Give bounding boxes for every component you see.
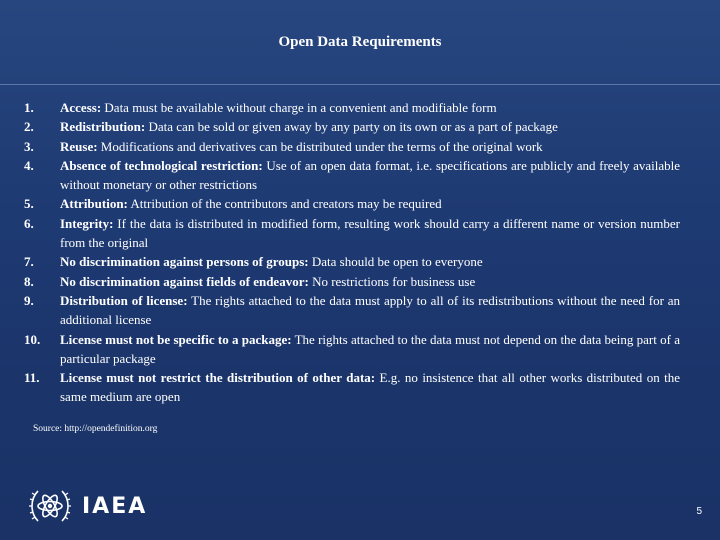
item-text: The rights attached to the data must not depend on the data being part of a particular package — [60, 331, 680, 366]
item-term: Reuse: — [60, 138, 98, 154]
item-number: 1. — [24, 100, 34, 115]
list-item — [24, 194, 680, 213]
item-term: Attribution: — [60, 196, 128, 212]
item-number: 9. — [24, 292, 34, 308]
list-item — [24, 98, 680, 117]
iaea-logo-text: IAEA — [82, 493, 148, 519]
source-note: Source: http://opendefinition.org — [33, 424, 158, 434]
requirements-list — [24, 98, 680, 407]
page-number: 5 — [696, 506, 702, 517]
item-text: Data should be open to everyone — [308, 254, 483, 270]
iaea-atom-emblem-icon — [28, 483, 72, 529]
item-term: Integrity: — [60, 215, 114, 231]
item-text: E.g. no insistence that all other works distributed on the same medium are open — [60, 370, 681, 405]
item-term: No discrimination against fields of endeavor: — [60, 273, 309, 289]
item-term: License must not restrict the distribution of other data: — [60, 370, 376, 386]
list-item — [24, 214, 680, 253]
item-term: Redistribution: — [60, 119, 146, 135]
list-item — [24, 330, 680, 369]
item-number: 2. — [24, 119, 34, 135]
item-number: 5. — [24, 196, 34, 212]
item-text: Modifications and derivatives can be distributed under the terms of the original work — [97, 138, 543, 154]
item-text: The rights attached to the data must apply to all of its redistributions without the need for an additional license — [60, 292, 680, 328]
item-text: Attribution of the contributors and creators may be required — [127, 196, 442, 212]
item-number: 4. — [24, 157, 34, 173]
list-item — [24, 156, 680, 195]
item-text: Data can be sold or given away by any party on its own or as a part of package — [145, 119, 558, 135]
item-term: Absence of technological restriction: — [60, 157, 263, 173]
list-item — [24, 252, 680, 271]
item-term: Distribution of license: — [60, 292, 188, 308]
item-number: 11. — [24, 370, 40, 386]
item-number: 3. — [24, 138, 34, 154]
item-number: 7. — [24, 254, 34, 270]
item-text: If the data is distributed in modified form, resulting work should carry a different name or version number from the original — [60, 215, 680, 251]
list-item — [24, 368, 680, 407]
item-text: Use of an open data format, i.e. specifications are publicly and freely available without monetary or other restrictions — [60, 157, 681, 193]
slide-title: Open Data Requirements — [278, 34, 442, 50]
item-term: No discrimination against persons of groups: — [60, 254, 309, 270]
list-item — [24, 272, 680, 291]
item-term: Access: — [60, 100, 102, 115]
item-number: 8. — [24, 273, 34, 289]
item-text: No restrictions for business use — [308, 273, 476, 289]
item-term: License must not be specific to a package: — [60, 331, 292, 347]
list-item — [24, 117, 680, 136]
list-item — [24, 137, 680, 156]
title-divider — [0, 84, 720, 85]
item-number: 10. — [24, 331, 41, 347]
iaea-logo — [28, 482, 147, 530]
item-number: 6. — [24, 215, 34, 231]
list-item — [24, 291, 680, 330]
item-text: Data must be available without charge in a convenient and modifiable form — [101, 100, 497, 115]
